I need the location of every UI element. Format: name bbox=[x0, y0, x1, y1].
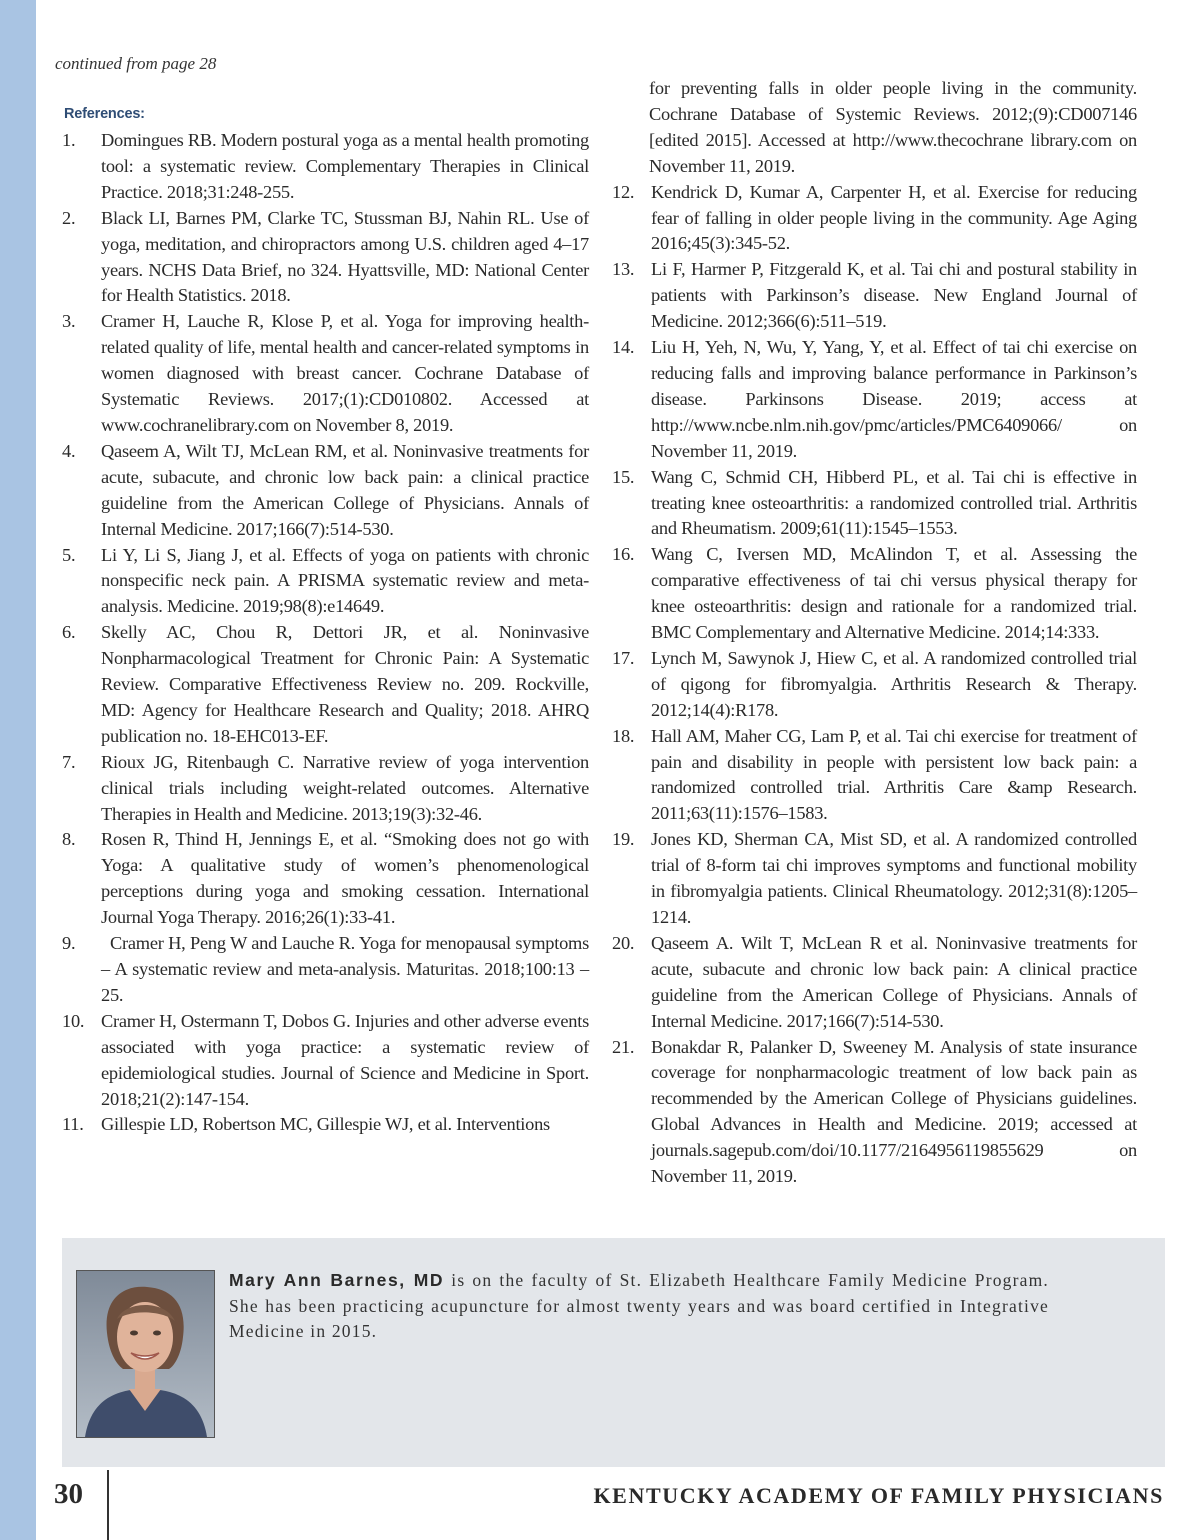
reference-item bbox=[62, 1009, 589, 1113]
author-bio-text bbox=[229, 1268, 1049, 1345]
reference-number: 20. bbox=[612, 932, 635, 953]
reference-text: Cramer H, Lauche R, Klose P, et al. Yoga for improving health-related quality of life, mental health and cancer-related symptoms in women diagnosed with breast cancer. Cochrane Database of Systematic Reviews. 2017;(1):CD010802. Accessed at www.cochranelibrary.com on November 8, 2019. bbox=[101, 311, 589, 435]
reference-number: 17. bbox=[612, 647, 635, 668]
reference-text: Hall AM, Maher CG, Lam P, et al. Tai chi exercise for treatment of pain and disability in people with persistent low back pain: a randomized controlled trial. Arthritis Care &amp Research. 2011;63(11):1576–1583. bbox=[651, 725, 1137, 824]
reference-item bbox=[62, 543, 589, 621]
reference-number: 6. bbox=[62, 622, 76, 643]
reference-number: 16. bbox=[612, 544, 635, 565]
reference-text: Jones KD, Sherman CA, Mist SD, et al. A randomized controlled trial of 8-form tai chi improves symptoms and functional mobility in fibromyalgia patients. Clinical Rheumatology. 2012;31(8):1205–1214. bbox=[651, 829, 1137, 927]
reference-item bbox=[612, 931, 1137, 1035]
reference-text: Cramer H, Peng W and Lauche R. Yoga for menopausal symptoms – A systematic review and meta-analysis. Maturitas. 2018;100:13 – 25. bbox=[101, 933, 594, 1005]
reference-item bbox=[62, 439, 589, 543]
reference-number: 2. bbox=[62, 207, 76, 228]
reference-text: Skelly AC, Chou R, Dettori JR, et al. Noninvasive Nonpharmacological Treatment for Chronic Pain: A Systematic Review. Comparative Effectiveness Review no. 209. Rockville, MD: Agency for Healthcare Research and Quality; 2018. AHRQ publication no. 18-EHC013-EF. bbox=[101, 622, 589, 746]
reference-item bbox=[612, 724, 1137, 828]
reference-number: 21. bbox=[612, 1036, 635, 1057]
reference-item bbox=[62, 309, 589, 439]
reference-text: Qaseem A. Wilt T, McLean R et al. Noninvasive treatments for acute, subacute and chronic low back pain: A clinical practice guideline from the American College of Physicians. Annals of Internal Medicine. 2017;166(7):514-530. bbox=[651, 932, 1137, 1031]
author-name: Mary Ann Barnes, MD bbox=[229, 1270, 445, 1290]
reference-number: 10. bbox=[62, 1010, 85, 1031]
reference-text: Kendrick D, Kumar A, Carpenter H, et al. Exercise for reducing fear of falling in older people living in the community. Age Aging 2016;45(3):345-52. bbox=[651, 181, 1137, 254]
reference-item bbox=[612, 646, 1137, 724]
reference-text: Li F, Harmer P, Fitzgerald K, et al. Tai chi and postural stability in patients with Parkinson’s disease. New England Journal of Medicine. 2012;366(6):511–519. bbox=[651, 259, 1137, 332]
reference-item bbox=[612, 542, 1137, 646]
reference-item bbox=[62, 827, 589, 931]
author-photo bbox=[76, 1270, 215, 1438]
reference-text: Qaseem A, Wilt TJ, McLean RM, et al. Noninvasive treatments for acute, subacute, and chronic low back pain: a clinical practice guideline from the American College of Physicians. Annals of Internal Medicine. 2017;166(7):514-530. bbox=[101, 440, 589, 539]
continued-note: continued from page 28 bbox=[55, 54, 217, 73]
reference-text: Li Y, Li S, Jiang J, et al. Effects of yoga on patients with chronic nonspecific neck pain. A PRISMA systematic review and meta-analysis. Medicine. 2019;98(8):e14649. bbox=[101, 544, 589, 617]
reference-item bbox=[612, 827, 1137, 931]
author-bio-box bbox=[62, 1238, 1165, 1467]
page-number: 30 bbox=[54, 1478, 83, 1510]
reference-text: Cramer H, Ostermann T, Dobos G. Injuries and other adverse events associated with yoga practice: a systematic review of epidemiological studies. Journal of Science and Medicine in Sport. 2018;21(2):147-154. bbox=[101, 1010, 589, 1109]
reference-number: 11. bbox=[62, 1114, 84, 1135]
reference-text: Domingues RB. Modern postural yoga as a mental health promoting tool: a systematic review. Complementary Therapies in Clinical Practice. 2018;31:248-255. bbox=[101, 130, 589, 202]
author-bio-description: is on the faculty of St. Elizabeth Healthcare Family Medicine Program. She has been practicing acupuncture for almost twenty years and was board certified in Integrative Medicine in 2015. bbox=[229, 1270, 1049, 1341]
reference-number: 19. bbox=[612, 829, 635, 850]
footer-divider bbox=[107, 1470, 109, 1540]
left-color-stripe bbox=[0, 0, 36, 1540]
reference-number: 4. bbox=[62, 440, 76, 461]
references-right-column bbox=[612, 76, 1137, 1190]
reference-continuation: for preventing falls in older people living in the community. Cochrane Database of Systemic Reviews. 2012;(9):CD007146 [edited 2015]. Accessed at http://www.thecochrane library.com on November 11, 2019. bbox=[649, 78, 1137, 176]
reference-number: 3. bbox=[62, 311, 76, 332]
reference-item bbox=[612, 180, 1137, 258]
reference-item bbox=[62, 750, 589, 828]
reference-number: 18. bbox=[612, 725, 635, 746]
publication-title: KENTUCKY ACADEMY OF FAMILY PHYSICIANS bbox=[593, 1483, 1164, 1508]
reference-item bbox=[612, 335, 1137, 465]
reference-text: Bonakdar R, Palanker D, Sweeney M. Analysis of state insurance coverage for nonpharmacologic treatment of low back pain as recommended by the American College of Physicians guidelines. Global Advances in Health and Medicine. 2019; accessed at journals.sagepub.com/doi/10.1177/2164956119855629 on November 11, 2019. bbox=[651, 1036, 1137, 1187]
author-portrait-illustration bbox=[77, 1271, 214, 1437]
reference-number: 13. bbox=[612, 259, 635, 280]
reference-number: 1. bbox=[62, 130, 76, 150]
reference-text: Lynch M, Sawynok J, Hiew C, et al. A randomized controlled trial of qigong for fibromyalgia. Arthritis Research & Therapy. 2012;14(4):R178. bbox=[651, 647, 1137, 720]
reference-item bbox=[612, 465, 1137, 543]
reference-text: Wang C, Schmid CH, Hibberd PL, et al. Tai chi is effective in treating knee osteoarthritis: a randomized controlled trial. Arthritis and Rheumatism. 2009;61(11):1545–1553. bbox=[651, 466, 1137, 539]
reference-item bbox=[612, 257, 1137, 335]
reference-number: 5. bbox=[62, 544, 76, 565]
reference-text: Liu H, Yeh, N, Wu, Y, Yang, Y, et al. Effect of tai chi exercise on reducing falls and improving balance performance in Parkinson’s disease. Parkinsons Disease. 2019; access at http://www.ncbe.nlm.nih.gov/pmc/articles/PMC6409066/ on November 11, 2019. bbox=[651, 337, 1137, 461]
reference-item bbox=[62, 206, 589, 310]
reference-text: Gillespie LD, Robertson MC, Gillespie WJ, et al. Interventions bbox=[101, 1114, 550, 1135]
reference-number: 8. bbox=[62, 829, 76, 850]
references-heading: References: bbox=[64, 106, 145, 122]
reference-number: 15. bbox=[612, 466, 635, 487]
reference-number: 9. bbox=[62, 933, 76, 954]
reference-item bbox=[612, 1035, 1137, 1190]
reference-text: Wang C, Iversen MD, McAlindon T, et al. Assessing the comparative effectiveness of tai chi versus physical therapy for knee osteoarthritis: design and rationale for a randomized trial. BMC Complementary and Alternative Medicine. 2014;14:333. bbox=[651, 544, 1137, 643]
reference-text: Black LI, Barnes PM, Clarke TC, Stussman BJ, Nahin RL. Use of yoga, meditation, and chiropractors among U.S. children aged 4–17 years. NCHS Data Brief, no 324. Hyattsville, MD: National Center for Health Statistics. 2018. bbox=[101, 207, 589, 306]
references-left-column bbox=[62, 128, 594, 1138]
reference-text: Rioux JG, Ritenbaugh C. Narrative review of yoga intervention clinical trials including weight-related outcomes. Alternative Therapies in Health and Medicine. 2013;19(3):32-46. bbox=[101, 751, 589, 824]
reference-text: Rosen R, Thind H, Jennings E, et al. “Smoking does not go with Yoga: A qualitative study of women’s phenomenological perceptions during yoga and smoking cessation. International Journal Yoga Therapy. 2016;26(1):33-41. bbox=[101, 829, 589, 928]
reference-number: 12. bbox=[612, 181, 635, 202]
reference-number: 7. bbox=[62, 751, 76, 772]
reference-item bbox=[62, 1112, 589, 1138]
reference-item bbox=[62, 620, 589, 750]
reference-item bbox=[62, 128, 589, 206]
reference-number: 14. bbox=[612, 337, 635, 358]
reference-item bbox=[62, 931, 594, 1009]
